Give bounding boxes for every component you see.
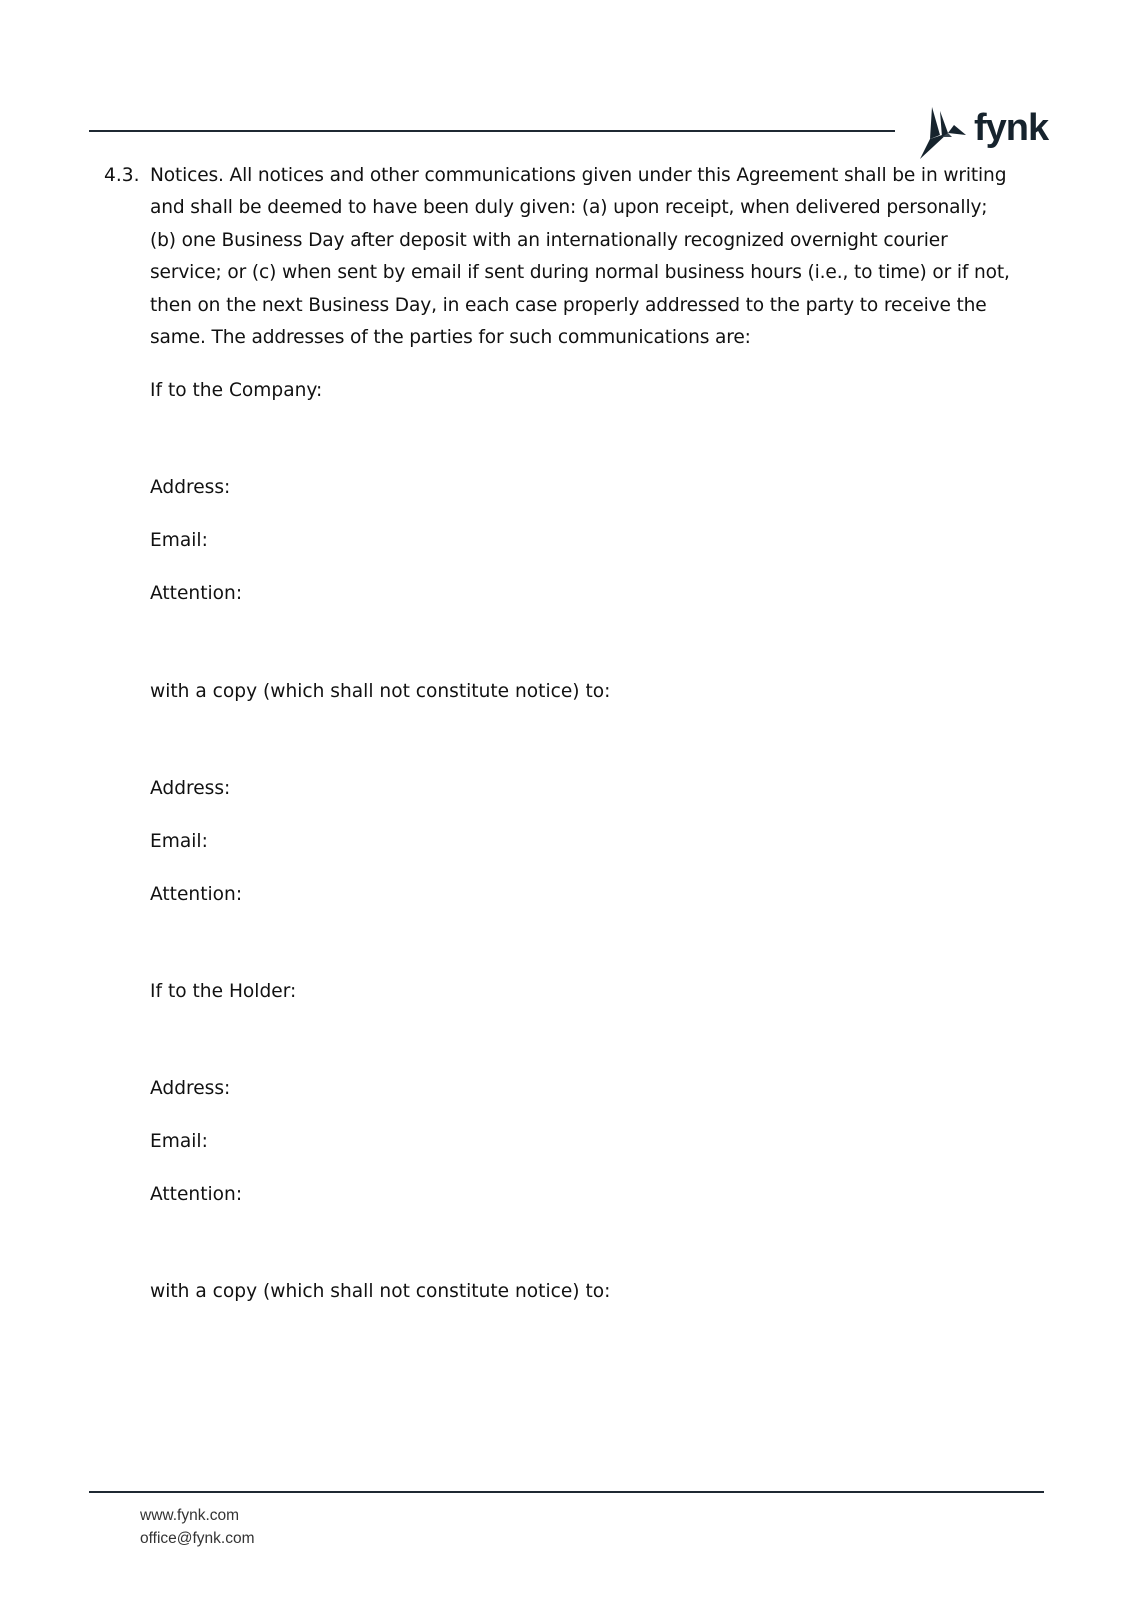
footer-divider: [89, 1491, 1044, 1493]
clause-line: then on the next Business Day, in each case properly addressed to the party to receive the: [150, 294, 987, 316]
clause-line: and shall be deemed to have been duly given: (a) upon receipt, when delivered personally;: [150, 197, 988, 219]
origami-bird-icon: [918, 105, 970, 161]
clause-text: [150, 160, 1039, 354]
fynk-logo: [918, 104, 1048, 162]
clause-number: 4.3.: [104, 165, 140, 186]
holder-email-label: Email:: [150, 1131, 208, 1152]
holder-heading: If to the Holder:: [150, 981, 297, 1002]
company-attention-label: Attention:: [150, 583, 243, 604]
company-heading: If to the Company:: [150, 380, 323, 401]
footer-email-link[interactable]: office@fynk.com: [140, 1530, 255, 1547]
header-divider: [89, 130, 895, 132]
company-copy-attention-label: Attention:: [150, 884, 243, 905]
clause-4-3: [104, 160, 1039, 354]
company-copy-email-label: Email:: [150, 831, 208, 852]
holder-attention-label: Attention:: [150, 1184, 243, 1205]
company-email-label: Email:: [150, 530, 208, 551]
company-address-label: Address:: [150, 477, 231, 498]
clause-line: same. The addresses of the parties for such communications are:: [150, 327, 751, 349]
footer: [140, 1504, 255, 1550]
clause-line: service; or (c) when sent by email if sent during normal business hours (i.e., to time) or if not,: [150, 262, 1010, 284]
clause-line: (b) one Business Day after deposit with an internationally recognized overnight courier: [150, 229, 948, 251]
holder-address-label: Address:: [150, 1078, 231, 1099]
footer-website-link[interactable]: www.fynk.com: [140, 1507, 240, 1524]
clause-line: Notices. All notices and other communications given under this Agreement shall be in writing: [150, 165, 1007, 186]
company-copy-heading: with a copy (which shall not constitute notice) to:: [150, 681, 611, 702]
logo-wordmark: fynk: [974, 107, 1049, 149]
company-copy-address-label: Address:: [150, 778, 231, 799]
holder-copy-heading: with a copy (which shall not constitute notice) to:: [150, 1281, 611, 1302]
